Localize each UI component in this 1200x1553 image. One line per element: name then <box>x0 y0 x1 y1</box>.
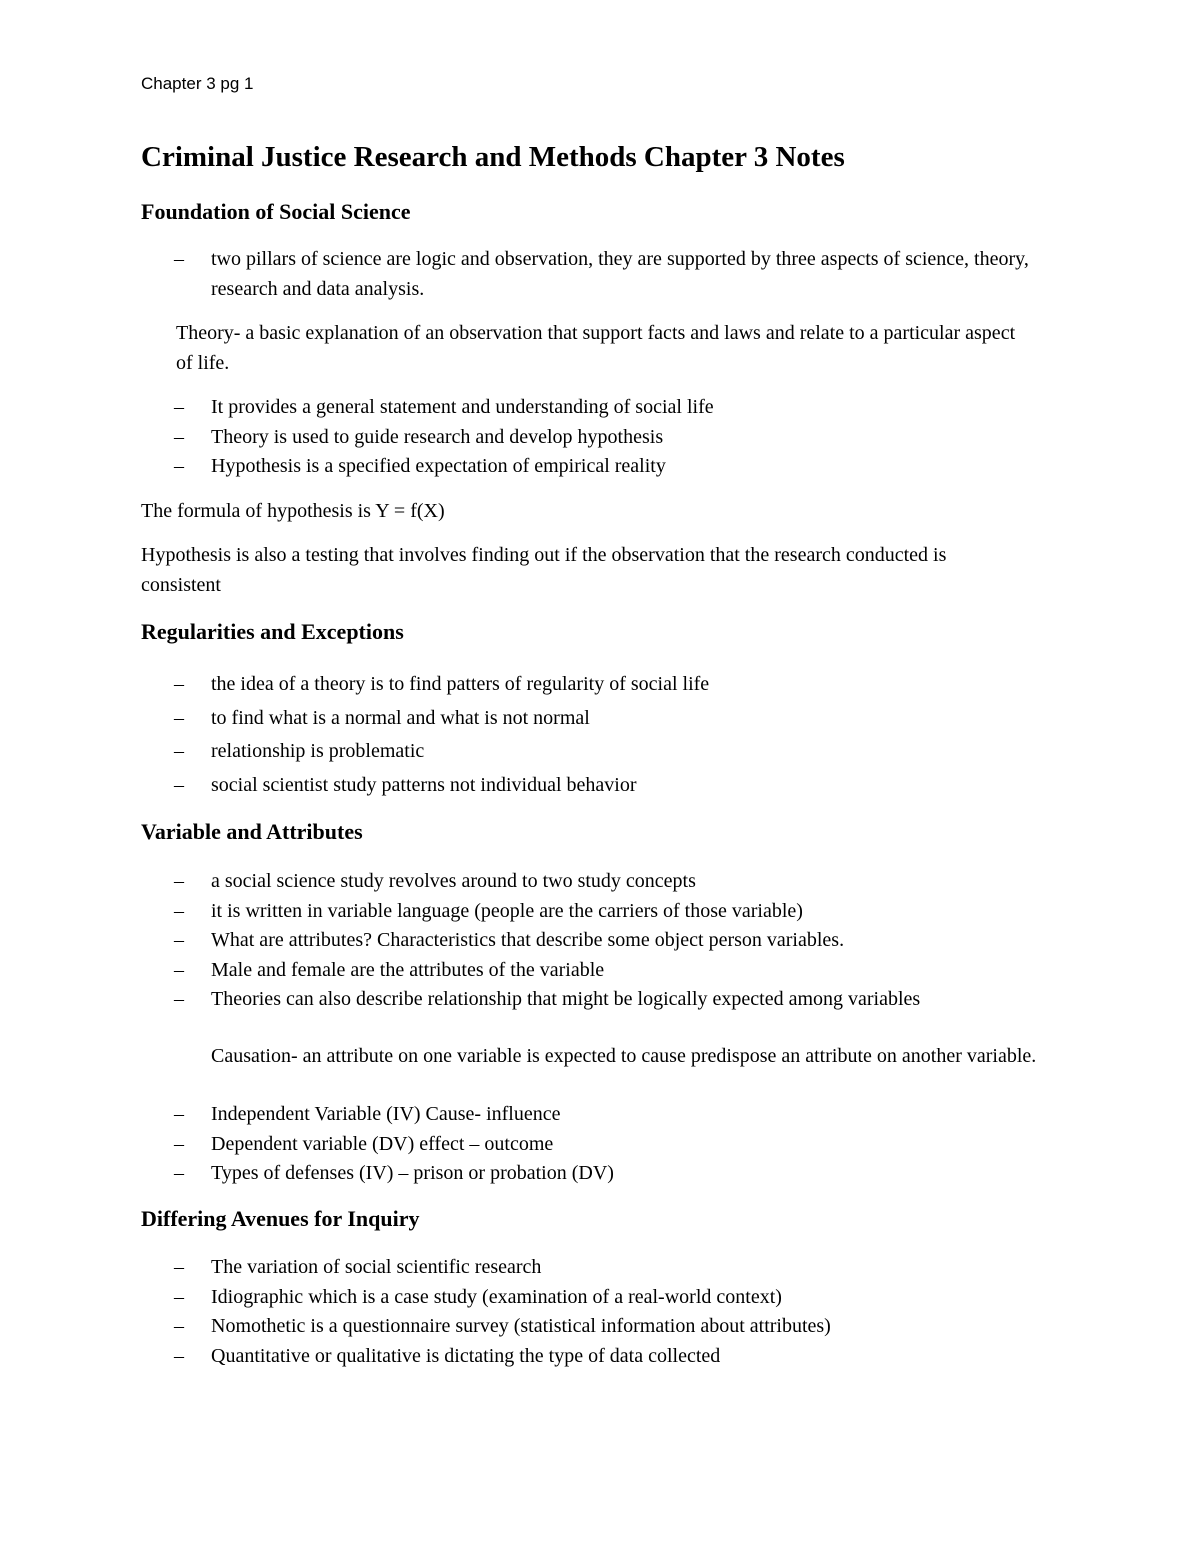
list-item: – Hypothesis is a specified expectation of empirical reality <box>0 452 1071 482</box>
list-item: – relationship is problematic <box>0 735 1071 769</box>
list-item: – It provides a general statement and understanding of social life <box>0 393 1071 423</box>
list-item: – Idiographic which is a case study (examination of a real-world context) <box>0 1283 1071 1313</box>
list-item: – Male and female are the attributes of the variable <box>0 956 1071 986</box>
section-heading-regularities: Regularities and Exceptions <box>141 619 404 644</box>
list-item: – two pillars of science are logic and observation, they are supported by three aspects of science, theory, research and data analysis. <box>0 245 1071 304</box>
bullet-list-inquiry <box>0 1253 1071 1371</box>
section-heading-variables: Variable and Attributes <box>141 819 363 844</box>
causation-paragraph: Causation- an attribute on one variable is expected to cause predispose an attribute on another variable. <box>211 1045 1037 1067</box>
section-heading-inquiry: Differing Avenues for Inquiry <box>141 1206 420 1231</box>
list-item: – The variation of social scientific research <box>0 1253 1071 1283</box>
list-item: – to find what is a normal and what is not normal <box>0 702 1071 736</box>
list-item: – Dependent variable (DV) effect – outcome <box>0 1130 1071 1160</box>
bullet-list-regularities <box>0 668 1071 802</box>
bullet-list-foundation-b <box>0 393 1071 482</box>
list-item: – social scientist study patterns not individual behavior <box>0 769 1071 803</box>
section-heading-foundation: Foundation of Social Science <box>141 199 411 224</box>
document-title: Criminal Justice Research and Methods Chapter 3 Notes <box>141 141 845 173</box>
list-item: – Nomothetic is a questionnaire survey (statistical information about attributes) <box>0 1312 1071 1342</box>
bullet-list-variables-b <box>0 1100 1071 1189</box>
bullet-list-foundation-a <box>0 245 1071 304</box>
list-item: – a social science study revolves around to two study concepts <box>0 867 1071 897</box>
list-item: – Quantitative or qualitative is dictating the type of data collected <box>0 1342 1071 1372</box>
list-item: – the idea of a theory is to find patters of regularity of social life <box>0 668 1071 702</box>
list-item: – What are attributes? Characteristics that describe some object person variables. <box>0 926 1071 956</box>
formula-paragraph: The formula of hypothesis is Y = f(X) <box>141 500 445 522</box>
page-header: Chapter 3 pg 1 <box>141 74 254 93</box>
list-item: – Theories can also describe relationship that might be logically expected among variables <box>0 985 1071 1015</box>
list-item: – Independent Variable (IV) Cause- influence <box>0 1100 1071 1130</box>
list-item: – Types of defenses (IV) – prison or probation (DV) <box>0 1159 1071 1189</box>
list-item: – it is written in variable language (people are the carriers of those variable) <box>0 897 1071 927</box>
hypothesis-testing-paragraph: Hypothesis is also a testing that involves finding out if the observation that the research conducted is consistent <box>141 544 947 596</box>
list-item: – Theory is used to guide research and develop hypothesis <box>0 423 1071 453</box>
bullet-list-variables-a <box>0 867 1071 1015</box>
theory-definition-paragraph: Theory- a basic explanation of an observation that support facts and laws and relate to a particular aspect of life. <box>176 322 1016 374</box>
